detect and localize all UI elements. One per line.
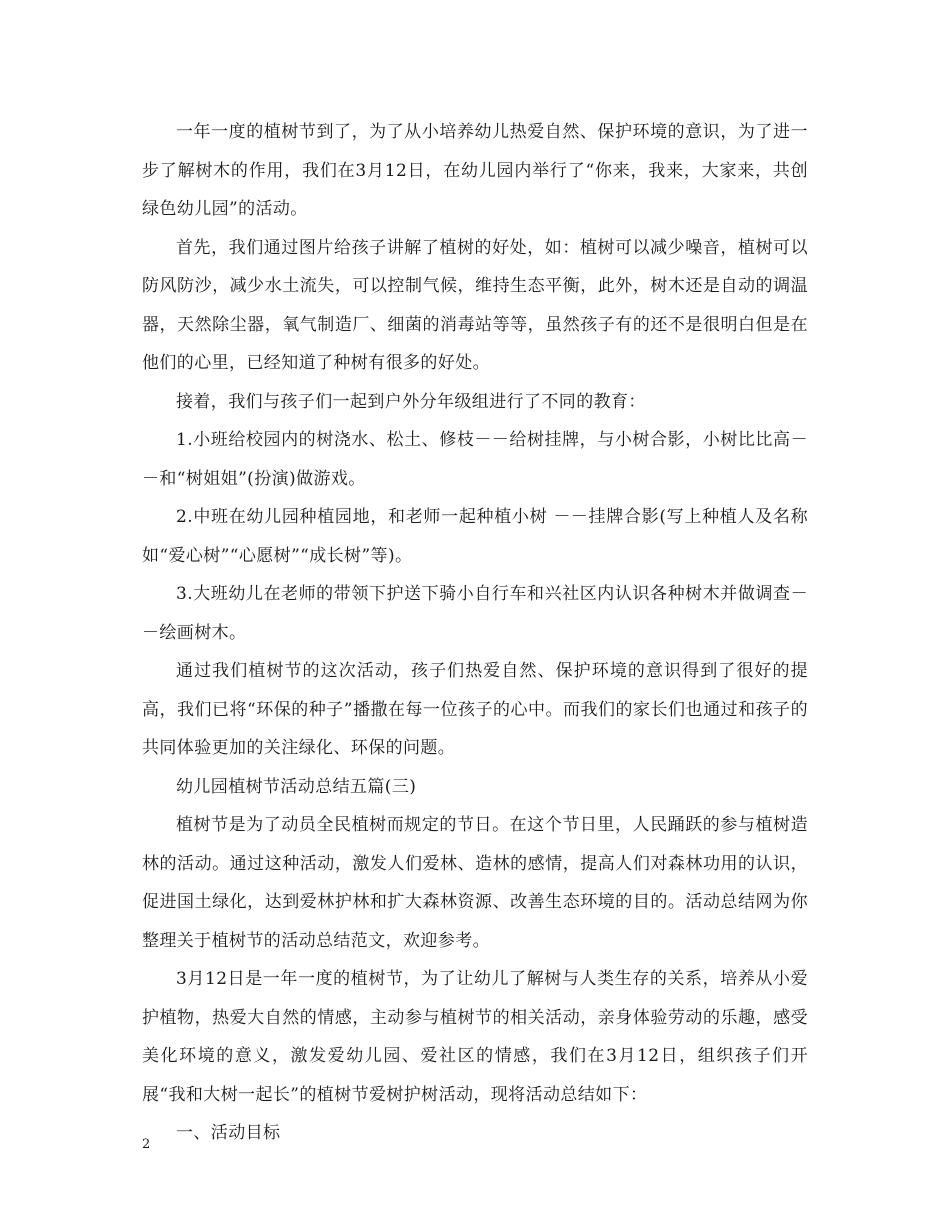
paragraph-march-12: 3月12日是一年一度的植树节，为了让幼儿了解树与人类生存的关系，培养从小爱护植物，热爱大自然的情感，主动参与植树节的相关活动，亲身体验劳动的乐趣，感受美化环境的意义，激发爱幼儿园、爱社区的情感，我们在3月12日，组织孩子们开展“我和大树一起长”的植树节爱树护树活动，现将活动总结如下： xyxy=(142,969,808,1105)
paragraph-arbor-day: 植树节是为了动员全民植树而规定的节日。在这个节日里，人民踊跃的参与植树造林的活动。通过这种活动，激发人们爱林、造林的感情，提高人们对森林功用的认识，促进国土绿化，达到爱林护林和扩大森林资源、改善生态环境的目的。活动总结网为你整理关于植树节的活动总结范文，欢迎参考。 xyxy=(142,815,808,951)
document-body xyxy=(142,113,808,1153)
paragraph-outdoor-education: 接着，我们与孩子们一起到户外分年级组进行了不同的教育： xyxy=(176,391,646,412)
paragraph-small-class: 1.小班给校园内的树浇水、松土、修枝－－给树挂牌，与小树合影，小树比比高－－和“树姐姐”(扮演)做游戏。 xyxy=(142,430,808,489)
paragraph-benefits: 首先，我们通过图片给孩子讲解了植树的好处，如：植树可以减少噪音，植树可以防风防沙，减少水土流失，可以控制气候，维持生态平衡，此外，树木还是自动的调温器，天然除尘器，氧气制造厂、细菌的消毒站等等，虽然孩子有的还不是很明白但是在他们的心里，已经知道了种树有很多的好处。 xyxy=(142,237,808,373)
subsection-heading: 一、活动目标 xyxy=(176,1123,281,1143)
page-number: 2 xyxy=(142,1137,151,1152)
section-heading: 幼儿园植树节活动总结五篇(三) xyxy=(176,776,417,797)
paragraph-big-class: 3.大班幼儿在老师的带领下护送下骑小自行车和兴社区内认识各种树木并做调查－－绘画树木。 xyxy=(142,584,808,643)
paragraph-conclusion: 通过我们植树节的这次活动，孩子们热爱自然、保护环境的意识得到了很好的提高，我们已将“环保的种子”播撒在每一位孩子的心中。而我们的家长们也通过和孩子的共同体验更加的关注绿化、环保的问题。 xyxy=(142,661,808,758)
paragraph-intro: 一年一度的植树节到了，为了从小培养幼儿热爱自然、保护环境的意识，为了进一步了解树木的作用，我们在3月12日，在幼儿园内举行了“你来，我来，大家来，共创绿色幼儿园”的活动。 xyxy=(142,122,808,219)
paragraph-middle-class: 2.中班在幼儿园种植园地，和老师一起种植小树 －－挂牌合影(写上种植人及名称如“爱心树”“心愿树”“成长树”等)。 xyxy=(142,507,808,566)
